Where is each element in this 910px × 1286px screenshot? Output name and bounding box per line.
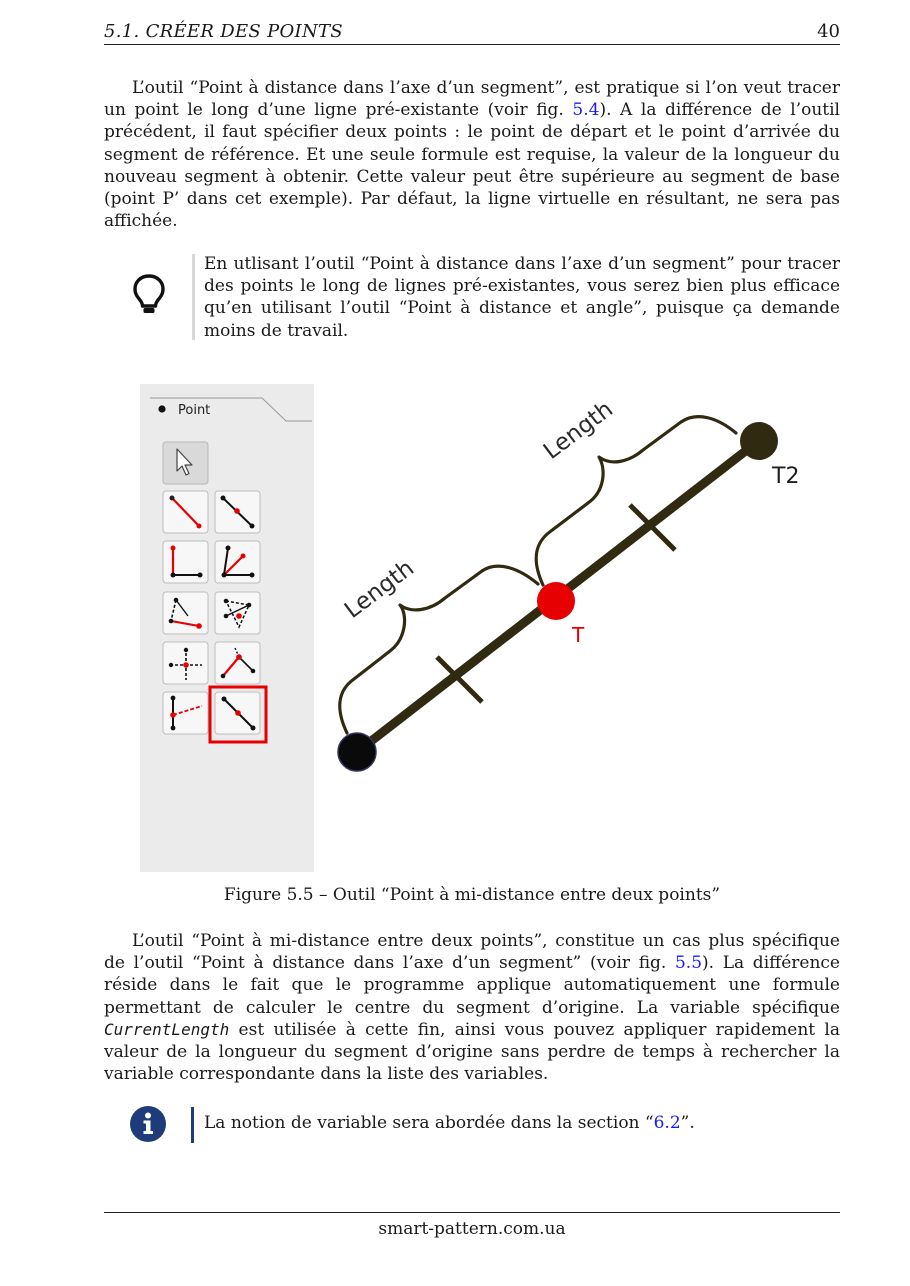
midpoint-tool-button[interactable] [210,687,266,742]
height-tool-button[interactable] [215,642,260,684]
length-label-upper: Length [538,396,618,465]
section-title: 5.1. CRÉER DES POINTS [104,21,343,42]
point-t [537,582,575,620]
tip-text: En utlisant l’outil “Point à distance dans l’axe d’un segment” pour tracer des points le long de lignes pré-existantes, vous serez bien plus efficace qu’en utilisant l’outil “Point à distance et angle”, puisque ça demande moins de travail. [204,254,840,341]
panel-tab-label: Point [178,403,211,418]
triangle-tool-button[interactable] [215,592,260,634]
construction-diagram [338,396,799,771]
figure-link-5-4[interactable]: 5.4 [572,100,600,121]
normal-tool-button[interactable] [163,541,208,583]
info-text: La notion de variable sera abordée dans la section “6.2”. [204,1113,695,1133]
paragraph-intro: L’outil “Point à distance dans l’axe d’un segment”, est pratique si l’on veut tracer un point le long d’une ligne pré-existante (voir fig. 5.4). A la différence de l’outil précédent, il faut spécifier deux points : le point de départ et le point d’arrivée du segment de référence. Et une seule formule est requise, la valeur de la longueur du nouveau segment à obtenir. Cette valeur peut être supérieure au segment de base (point P’ dans cet exemple). Par défaut, la ligne virtuelle en résultant, ne sera pas affichée. [104,78,840,232]
paragraph-midpoint: L’outil “Point à mi-distance entre deux points”, constitue un cas plus spécifique de l’outil “Point à distance dans l’axe d’un segment” (voir fig. 5.5). La différence réside dans le fait que le programme applique automatiquement une formule permettant de calculer le centre du segment d’origine. La variable spécifique CurrentLength est utilisée à cette fin, ainsi vous pouvez appliquer rapidement la valeur de la longueur du segment d’origine sans perdre de temps à rechercher la variable correspondante dans la liste des variables. [104,931,840,1085]
figure-caption: Figure 5.5 – Outil “Point à mi-distance entre deux points” [223,885,721,905]
figure-diagram [140,384,840,874]
point-t2-label: T2 [772,464,800,489]
line-intersect-axis-tool-button[interactable] [163,692,208,734]
lightbulb-icon [131,273,167,315]
variable-name: CurrentLength [104,1019,230,1039]
along-line-tool-button[interactable] [215,491,260,533]
info-bar [191,1107,194,1143]
tip-bar [192,254,195,340]
section-link-6-2[interactable]: 6.2 [653,1113,681,1133]
footer-rule [104,1212,840,1213]
tool-panel [140,384,314,872]
bisector-tool-button[interactable] [215,541,260,583]
length-label-lower: Length [339,555,419,624]
footer-website: smart-pattern.com.ua [378,1219,566,1239]
cursor-tool-button[interactable] [163,442,208,484]
point-of-contact-tool-button[interactable] [163,642,208,684]
point-t-label: T [572,623,585,647]
shoulder-tool-button[interactable] [163,592,208,634]
running-header [104,20,840,45]
figure-link-5-5[interactable]: 5.5 [674,953,703,974]
line-point-tool-button[interactable] [163,491,208,533]
end-point-t2 [740,422,778,460]
start-point [338,733,376,771]
page-number: 40 [817,21,840,42]
info-icon [129,1105,167,1143]
